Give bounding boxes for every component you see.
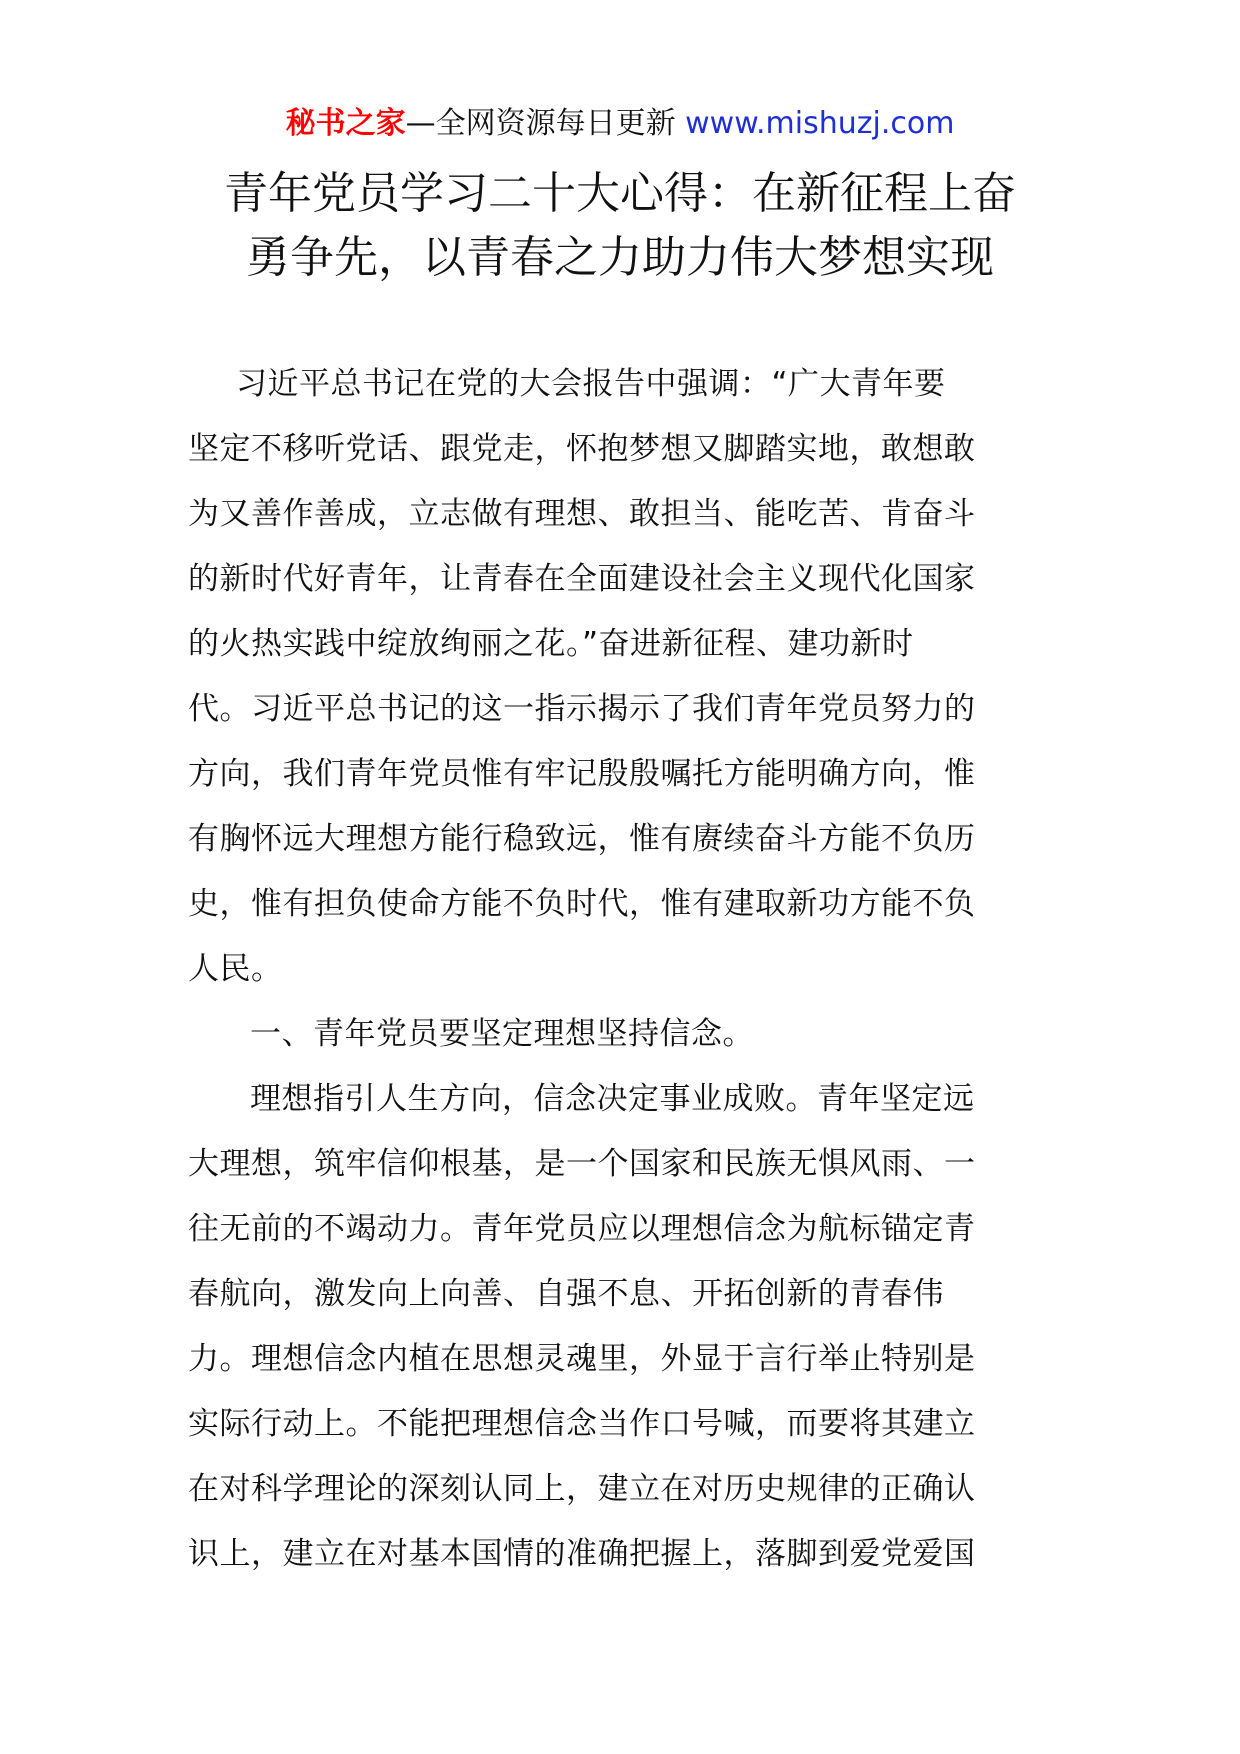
- body-line: 理想指引人生方向，信念决定事业成败。青年坚定远: [250, 1081, 975, 1117]
- body-line: 春航向，激发向上向善、自强不息、开拓创新的青春伟: [188, 1276, 944, 1312]
- body-line: 大理想，筑牢信仰根基，是一个国家和民族无惧风雨、一: [188, 1146, 976, 1182]
- site-slogan: —全网资源每日更新: [405, 106, 676, 141]
- body-line: 方向，我们青年党员惟有牢记殷殷嘱托方能明确方向，惟: [188, 756, 976, 792]
- body-line: 为又善作善成，立志做有理想、敢担当、能吃苦、肯奋斗: [188, 496, 976, 532]
- site-header: [0, 102, 1240, 146]
- section-heading: 一、青年党员要坚定理想坚持信念。: [250, 1016, 754, 1052]
- body-line: 实际行动上。不能把理想信念当作口号喊，而要将其建立: [188, 1406, 976, 1442]
- site-url-link[interactable]: www.mishuzj.com: [685, 106, 955, 141]
- body-line: 往无前的不竭动力。青年党员应以理想信念为航标锚定青: [188, 1211, 976, 1247]
- body-line: 坚定不移听党话、跟党走，怀抱梦想又脚踏实地，敢想敢: [188, 431, 976, 467]
- title-line-1: 青年党员学习二十大心得：在新征程上奋: [224, 168, 1016, 219]
- body-line: 史，惟有担负使命方能不负时代，惟有建取新功方能不负: [188, 886, 976, 922]
- body-line: 习近平总书记在党的大会报告中强调：“广大青年要: [236, 366, 946, 402]
- body-line: 的新时代好青年，让青春在全面建设社会主义现代化国家: [188, 561, 976, 597]
- body-line: 的火热实践中绽放绚丽之花。”奋进新征程、建功新时: [188, 626, 914, 662]
- title-line-2: 勇争先，以青春之力助力伟大梦想实现: [246, 232, 994, 283]
- body-line: 人民。: [188, 951, 283, 987]
- site-name: 秘书之家: [285, 106, 406, 141]
- document-title: [120, 162, 1120, 290]
- document-body: [188, 352, 1058, 1587]
- body-line: 力。理想信念内植在思想灵魂里，外显于言行举止特别是: [188, 1341, 976, 1377]
- body-line: 代。习近平总书记的这一指示揭示了我们青年党员努力的: [188, 691, 976, 727]
- body-line: 在对科学理论的深刻认同上，建立在对历史规律的正确认: [188, 1471, 976, 1507]
- body-line: 识上，建立在对基本国情的准确把握上，落脚到爱党爱国: [188, 1536, 976, 1572]
- body-line: 有胸怀远大理想方能行稳致远，惟有赓续奋斗方能不负历: [188, 821, 976, 857]
